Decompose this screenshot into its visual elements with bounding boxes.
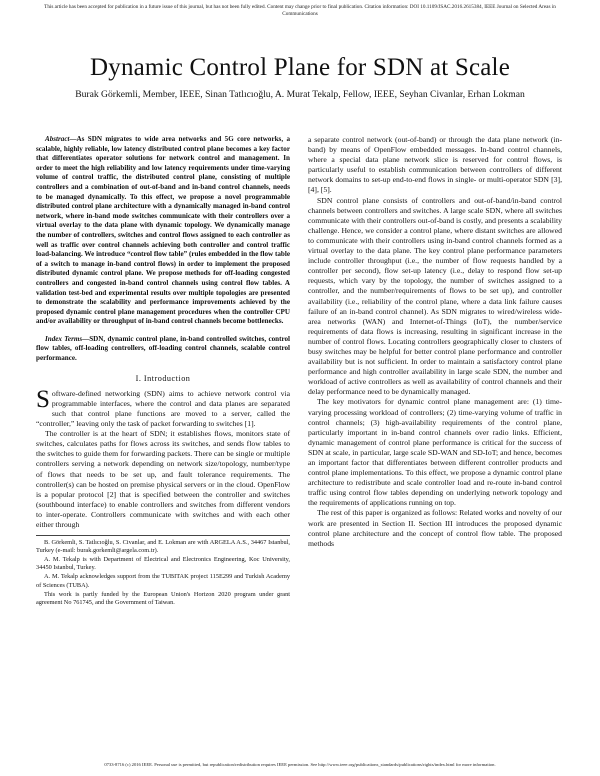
- right-paragraph-4: The rest of this paper is organized as follows: Related works and novelty of our work are presented in Section II. Section III introduces the proposed dynamic control plane architecture and the concept of control flow table. The proposed methods: [308, 508, 562, 548]
- footnote-acknowledgement: A. M. Tekalp acknowledges support from the TUBITAK project 115E299 and Turkish Academy of Sciences (TUBA).: [36, 573, 290, 589]
- index-terms-text: —SDN, dynamic control plane, in-band controlled switches, control flow tables, off-loading controllers, off-loading control channels, scalable control performance.: [36, 334, 290, 363]
- right-paragraph-1: a separate control network (out-of-band) or through the data plane network (in-band) by means of OpenFlow embedded messages. In-band control channels, where a special data plane network slice is reserved for control flows, is particularly useful to establish communication between controllers of different network domains to set-up end-to-end flows in single- or multi-operator SDN [3], [4], [5].: [308, 135, 562, 195]
- footnote-tekalp: A. M. Tekalp is with Department of Electrical and Electronics Engineering, Koc University, 34450 Istanbul, Turkey.: [36, 556, 290, 572]
- footnotes: [36, 535, 290, 607]
- section-heading-introduction: I. Introduction: [135, 373, 191, 383]
- drop-cap: S: [36, 385, 50, 413]
- copyright-footer: 0733-8716 (c) 2016 IEEE. Personal use is permitted, but republication/redistribution requires IEEE permission. See http://www.ieee.org/publications_standards/publications/rights/index.html for more information.: [104, 762, 496, 767]
- author-list: Burak Görkemli, Member, IEEE, Sinan Tatlıcıoğlu, A. Murat Tekalp, Fellow, IEEE, Seyhan Civanlar, Erhan Lokman: [75, 89, 525, 100]
- intro-paragraph-1-text: oftware-defined networking (SDN) aims to achieve network control via programmable interfaces, where the control and data planes are separated such that control plane functions are moved to a server, called the “controller,” leaving only the task of packet forwarding to switches [1].: [36, 388, 290, 429]
- abstract-label: Abstract: [45, 135, 70, 143]
- left-column: [36, 135, 290, 608]
- journal-header-note: This article has been accepted for publication in a future issue of this journal, but has not been fully edited. Content may change prior to final publication. Citation information: DOI 10.1109/JSAC.2016.2615384, IEEE Journal on Selected Areas in Communications: [44, 4, 556, 17]
- footnote-funding: This work is partly funded by the European Union's Horizon 2020 program under grant agreement No 761745, and the Government of Taiwan.: [36, 590, 290, 606]
- paper-title: Dynamic Control Plane for SDN at Scale: [89, 54, 510, 81]
- intro-paragraph-1: [36, 385, 290, 429]
- right-paragraph-2: SDN control plane consists of controllers and out-of-band/in-band control channels between controllers and switches. A large scale SDN, where all switches communicate with their controllers out-of-band is costly, and presents a scalability challenge. Hence, we consider a control plane, where distant switches are allowed to communicate with their controllers using in-band control channels formed as a virtual overlay to the data plane. The key control plane performance parameters include controller throughput (i.e., the number of flow requests handled by a controller per second), flow set-up latency (i.e., delay to respond flow set-up requests, which vary by the topology, the number of switches assigned to a controller, and the number/requirements of flows to be set up), and controller availability (i.e., reliability of the control plane, where a data link failure causes failure of an in-band control channel). As SDN migrates to wired/wireless wide-area networks (WAN) and Internet-of-Things (IoT), the number/service requirements of data flows is increasing, resulting in significant increase in the number of control flows. Locating controllers geographically closer to clusters of busy switches may be helpful for better control plane performance and controller availability but is not sufficient. In order to maintain a satisfactory control plane performance and high controller availability in large scale SDN, the number and workload of active controllers as well as availability of control channels and their delay performance need to be dynamically managed.: [308, 195, 562, 397]
- footnote-affiliation: B. Görkemli, S. Tatlıcıoğlu, S. Civanlar, and E. Lokman are with ARGELA A.S., 34467 Istanbul, Turkey (e-mail: burak.gorkemli@argela.com.tr).: [36, 539, 290, 555]
- intro-paragraph-2: The controller is at the heart of SDN; it establishes flows, monitors state of switches, calculates paths for flows across its switches, and sends flow tables to the switches to guide them for forwarding packets. There can be single or multiple controllers serving a network depending on network size/topology, number/type of flows that needs to be set up, and fault tolerance requirements. The controller(s) can be hosted on premise physical servers or in the cloud. OpenFlow is a popular protocol [2] that is specified between the controller and switches (southbound interface) to enable controllers and switches from different vendors to inter-operate. Controllers communicate with switches and with each other either through: [36, 429, 290, 529]
- abstract: [36, 135, 290, 327]
- index-terms-label: Index Terms: [45, 334, 83, 343]
- index-terms: [36, 335, 290, 364]
- right-column: [308, 135, 562, 549]
- abstract-text: —As SDN migrates to wide area networks and 5G core networks, a scalable, highly reliable, low latency distributed control plane becomes a key factor that differentiates operator solutions for network control and management. In order to meet the high reliability and low latency requirements under time-varying volume of control traffic, the distributed control plane, consisting of multiple controllers and a combination of out-of-band and in-band control channels, needs to be managed dynamically. To this effect, we propose a novel programmable distributed control plane architecture with a dynamically managed in-band control network, where in-band mode switches communicate with their controllers over a virtual overlay to the data plane with dynamic topology. We dynamically manage the number of controllers, switches and control flows assigned to each controller as well as traffic over control channels achieving both controller and control traffic load-balancing. We introduce “control flow table” (rules embedded in the flow table of a switch to manage in-band control flows) in order to implement the proposed distributed dynamic control plane. We propose methods for off-loading congested controllers and congested in-band control channels using control flow tables. A validation test-bed and experimental results over multiple topologies are presented to demonstrate the scalability and performance improvements achieved by the proposed dynamic control plane management procedures when the controller CPU and/or availability or throughput of in-band control channels become bottlenecks.: [36, 135, 290, 326]
- right-paragraph-3: The key motivators for dynamic control plane management are: (1) time-varying processing workload of controllers; (2) time-varying volume of traffic in control channels; (3) high-availability requirements of the control plane, particularly important in in-band control channels over radio links. Efficient, dynamic management of control plane performance is critical for the success of SDN at scale, in particular, large scale SD-WAN and SD-IoT; and hence, becomes an important factor that differentiates between different controller products and control plane implementations. To this effect, we propose a dynamic control plane architecture to redistribute and scale controller load and re-route in-band control traffic using control flow tables depending on underlying network topology and the requirements of applications running on top.: [308, 397, 562, 508]
